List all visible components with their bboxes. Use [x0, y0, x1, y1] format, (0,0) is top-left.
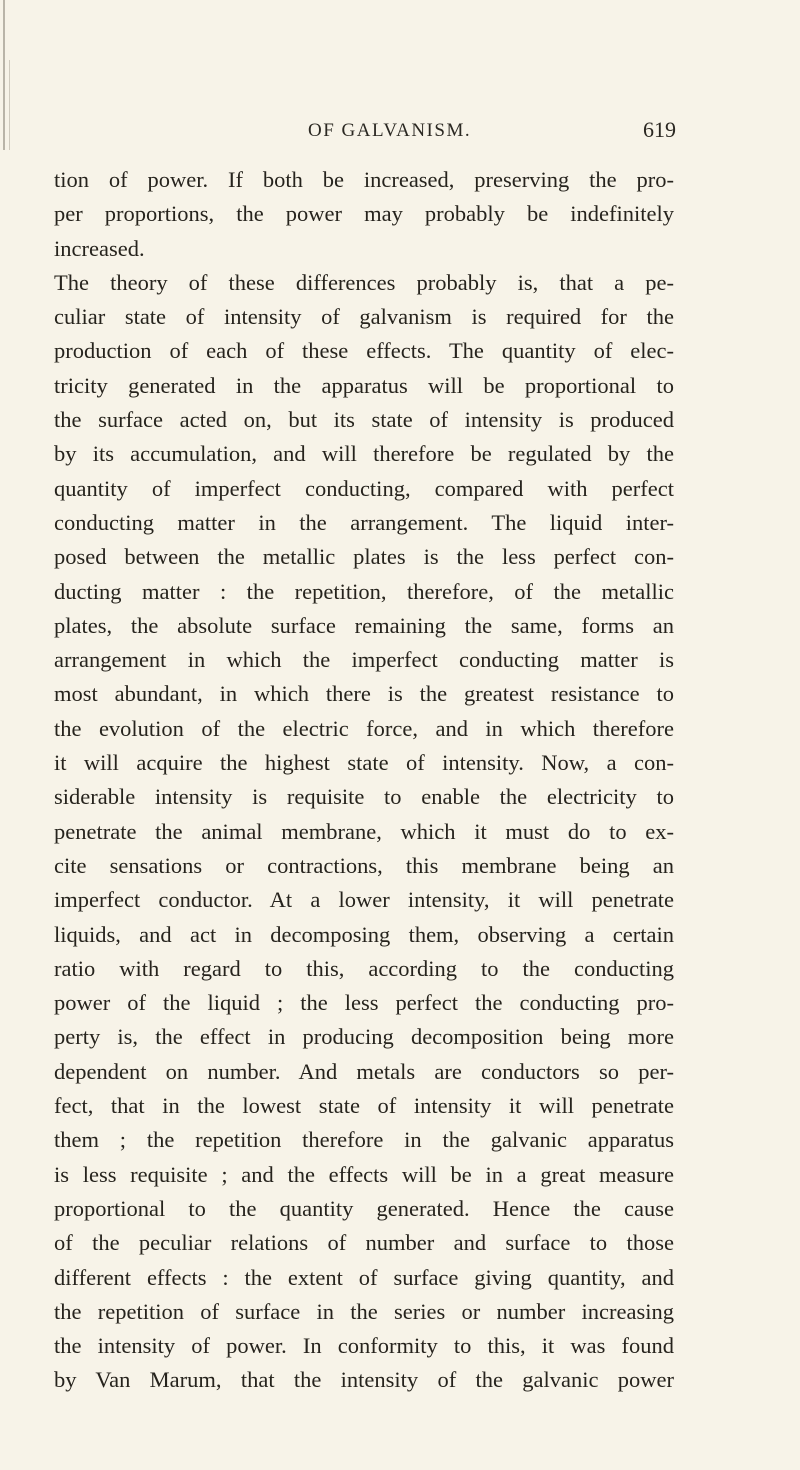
text-line: fect, that in the lowest state of intensity it will penetrate [54, 1093, 674, 1119]
text-line: the repetition of surface in the series or number increasing [54, 1298, 674, 1324]
text-line: the surface acted on, but its state of intensity is produced [54, 407, 674, 433]
text-line: tion of power. If both be increased, preserving the pro- [54, 167, 674, 192]
text-line: perty is, the effect in producing decomposition being more [54, 1024, 674, 1050]
text-line: increased. [54, 235, 145, 261]
text-line: ratio with regard to this, according to the conducting [54, 955, 674, 981]
text-line: them ; the repetition therefore in the galvanic apparatus [54, 1127, 674, 1153]
text-line: plates, the absolute surface remaining the same, forms an [54, 612, 674, 638]
text-line: The theory of these differences probably is, that a pe- [54, 269, 674, 295]
text-line: penetrate the animal membrane, which it must do to ex- [54, 818, 674, 844]
text-line: quantity of imperfect conducting, compared with perfect [54, 475, 674, 501]
text-line: imperfect conductor. At a lower intensity, it will penetrate [54, 887, 674, 913]
text-line: by Van Marum, that the intensity of the galvanic power [54, 1367, 674, 1393]
text-line: production of each of these effects. The quantity of elec- [54, 338, 674, 364]
text-line: the intensity of power. In conformity to this, it was found [54, 1333, 674, 1359]
text-line: it will acquire the highest state of intensity. Now, a con- [54, 750, 674, 776]
text-line: the evolution of the electric force, and in which therefore [54, 715, 674, 741]
text-line: proportional to the quantity generated. Hence the cause [54, 1195, 674, 1221]
text-line: different effects : the extent of surface giving quantity, and [54, 1264, 674, 1290]
text-line: cite sensations or contractions, this membrane being an [54, 852, 674, 878]
text-line: liquids, and act in decomposing them, observing a certain [54, 921, 674, 947]
text-line: dependent on number. And metals are conductors so per- [54, 1058, 674, 1084]
text-line: of the peculiar relations of number and surface to those [54, 1230, 674, 1256]
text-line: posed between the metallic plates is the less perfect con- [54, 544, 674, 570]
text-line: is less requisite ; and the effects will be in a great measure [54, 1161, 674, 1187]
text-line: power of the liquid ; the less perfect the conducting pro- [54, 990, 674, 1016]
text-line: culiar state of intensity of galvanism is required for the [54, 304, 674, 330]
text-line: ducting matter : the repetition, therefore, of the metallic [54, 578, 674, 604]
running-head-title: OF GALVANISM. [308, 120, 472, 141]
text-line: tricity generated in the apparatus will be proportional to [54, 372, 674, 398]
page-number: 619 [643, 117, 676, 142]
body-paragraphs [54, 163, 674, 1398]
text-line: most abundant, in which there is the greatest resistance to [54, 681, 674, 707]
text-line: conducting matter in the arrangement. The liquid inter- [54, 509, 674, 535]
text-line: by its accumulation, and will therefore be regulated by the [54, 441, 674, 467]
text-line: per proportions, the power may probably be indefinitely [54, 201, 674, 227]
text-line: arrangement in which the imperfect conducting matter is [54, 647, 674, 673]
text-line: siderable intensity is requisite to enable the electricity to [54, 784, 674, 810]
running-head [0, 117, 800, 150]
